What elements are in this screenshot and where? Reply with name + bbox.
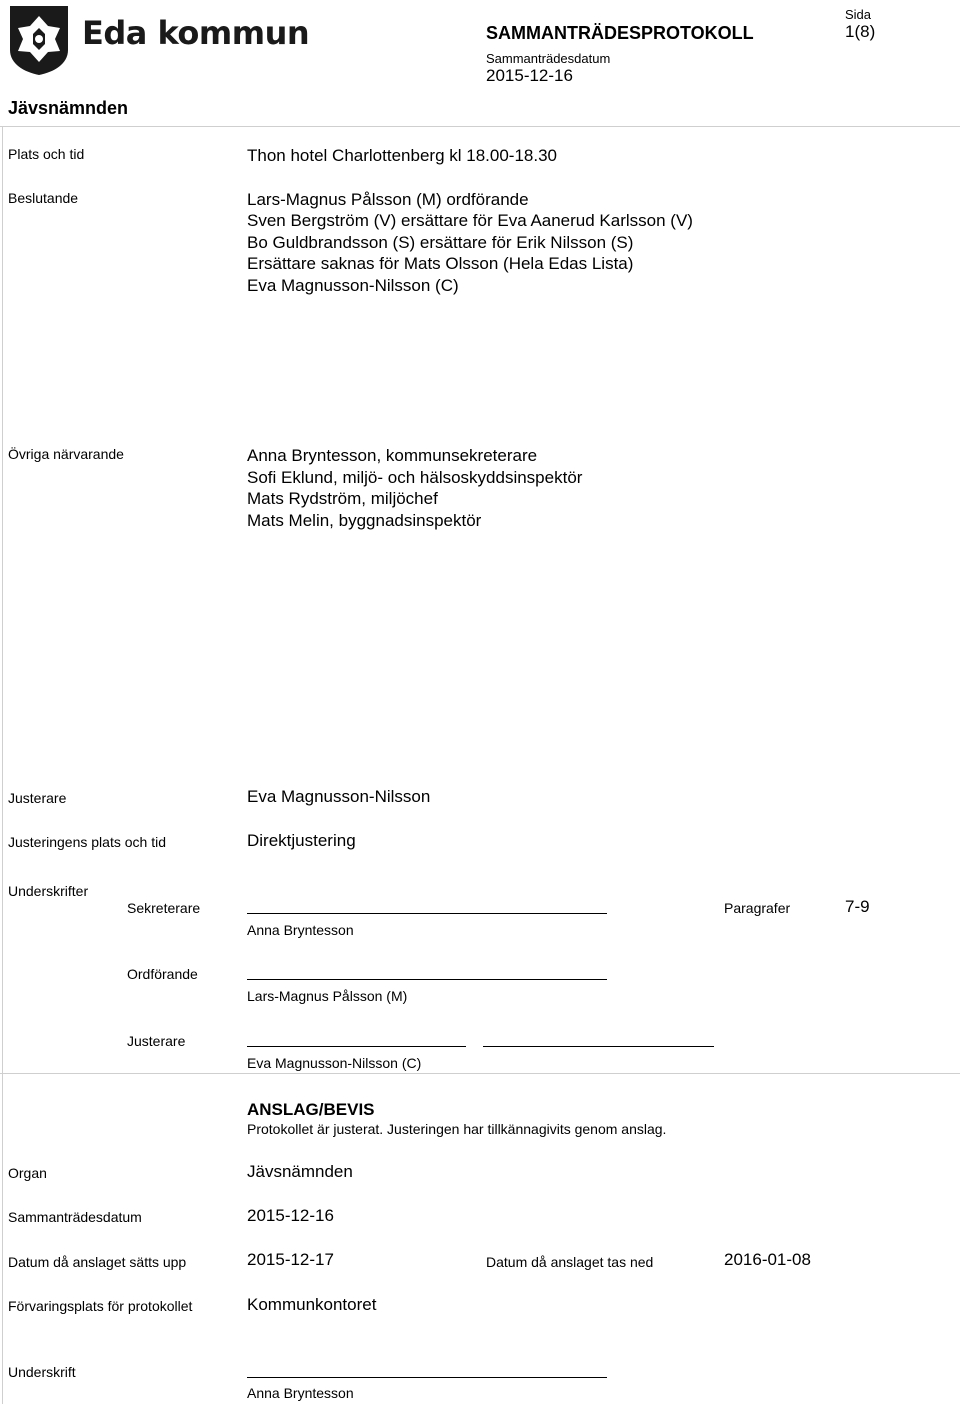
coat-of-arms-icon bbox=[8, 4, 70, 76]
others-present-label: Övriga närvarande bbox=[8, 446, 124, 462]
logo-text: Eda kommun bbox=[82, 14, 310, 52]
logo bbox=[8, 4, 70, 76]
posted-date-label: Datum då anslaget sätts upp bbox=[8, 1254, 187, 1270]
secretary-name: Anna Bryntesson bbox=[247, 922, 354, 938]
notice-date-label: Sammanträdesdatum bbox=[8, 1209, 142, 1225]
adjuster-value: Eva Magnusson-Nilsson bbox=[247, 787, 431, 806]
secretary-signature-line bbox=[247, 913, 607, 914]
decision-maker-line: Bo Guldbrandsson (S) ersättare för Erik Nilsson (S) bbox=[247, 233, 634, 252]
adjuster-signature-label: Justerare bbox=[127, 1033, 186, 1049]
signature-label: Underskrift bbox=[8, 1364, 76, 1380]
organ-label: Organ bbox=[8, 1165, 47, 1181]
paragraphs-value: 7-9 bbox=[845, 897, 870, 916]
signatures-label: Underskrifter bbox=[8, 883, 89, 899]
paragraphs-label: Paragrafer bbox=[724, 900, 791, 916]
others-present-line: Mats Rydström, miljöchef bbox=[247, 489, 438, 508]
decision-maker-line: Sven Bergström (V) ersättare för Eva Aanerud Karlsson (V) bbox=[247, 211, 693, 230]
storage-value: Kommunkontoret bbox=[247, 1295, 377, 1314]
notice-signature-name: Anna Bryntesson bbox=[247, 1385, 354, 1401]
decision-maker-line: Eva Magnusson-Nilsson (C) bbox=[247, 276, 459, 295]
header-date-label: Sammanträdesdatum bbox=[486, 51, 611, 66]
removed-date-label: Datum då anslaget tas ned bbox=[486, 1254, 654, 1270]
others-present-line: Anna Bryntesson, kommunsekreterare bbox=[247, 446, 538, 465]
adjustment-place-value: Direktjustering bbox=[247, 831, 356, 850]
adjuster-signature-line bbox=[247, 1046, 466, 1047]
committee-name: Jävsnämnden bbox=[8, 98, 129, 118]
place-value: Thon hotel Charlottenberg kl 18.00-18.30 bbox=[247, 146, 557, 165]
storage-label: Förvaringsplats för protokollet bbox=[8, 1298, 193, 1314]
decision-maker-line: Ersättare saknas för Mats Olsson (Hela Edas Lista) bbox=[247, 254, 634, 273]
page-label: Sida bbox=[845, 7, 872, 22]
left-margin-line bbox=[2, 126, 3, 1404]
notice-date-value: 2015-12-16 bbox=[247, 1206, 334, 1225]
place-label: Plats och tid bbox=[8, 146, 85, 162]
page-number: 1(8) bbox=[845, 22, 876, 41]
adjuster-signature-line-2 bbox=[483, 1046, 714, 1047]
posted-date-value: 2015-12-17 bbox=[247, 1250, 334, 1269]
notice-subtitle: Protokollet är justerat. Justeringen har tillkännagivits genom anslag. bbox=[247, 1121, 667, 1137]
chair-label: Ordförande bbox=[127, 966, 198, 982]
removed-date-value: 2016-01-08 bbox=[724, 1250, 811, 1269]
notice-title: ANSLAG/BEVIS bbox=[247, 1100, 375, 1119]
decision-maker-line: Lars-Magnus Pålsson (M) ordförande bbox=[247, 190, 529, 209]
chair-signature-line bbox=[247, 979, 607, 980]
adjuster-label: Justerare bbox=[8, 790, 67, 806]
notice-divider bbox=[0, 1073, 960, 1074]
secretary-label: Sekreterare bbox=[127, 900, 201, 916]
adjustment-place-label: Justeringens plats och tid bbox=[8, 834, 166, 850]
chair-name: Lars-Magnus Pålsson (M) bbox=[247, 988, 408, 1004]
others-present-line: Sofi Eklund, miljö- och hälsoskyddsinspektör bbox=[247, 468, 583, 487]
header-date-value: 2015-12-16 bbox=[486, 66, 573, 85]
notice-signature-line bbox=[247, 1377, 607, 1378]
document-title: SAMMANTRÄDESPROTOKOLL bbox=[486, 23, 754, 43]
adjuster-signature-name: Eva Magnusson-Nilsson (C) bbox=[247, 1055, 422, 1071]
organ-value: Jävsnämnden bbox=[247, 1162, 353, 1181]
others-present-line: Mats Melin, byggnadsinspektör bbox=[247, 511, 482, 530]
header-divider bbox=[0, 126, 960, 127]
decision-makers-label: Beslutande bbox=[8, 190, 79, 206]
